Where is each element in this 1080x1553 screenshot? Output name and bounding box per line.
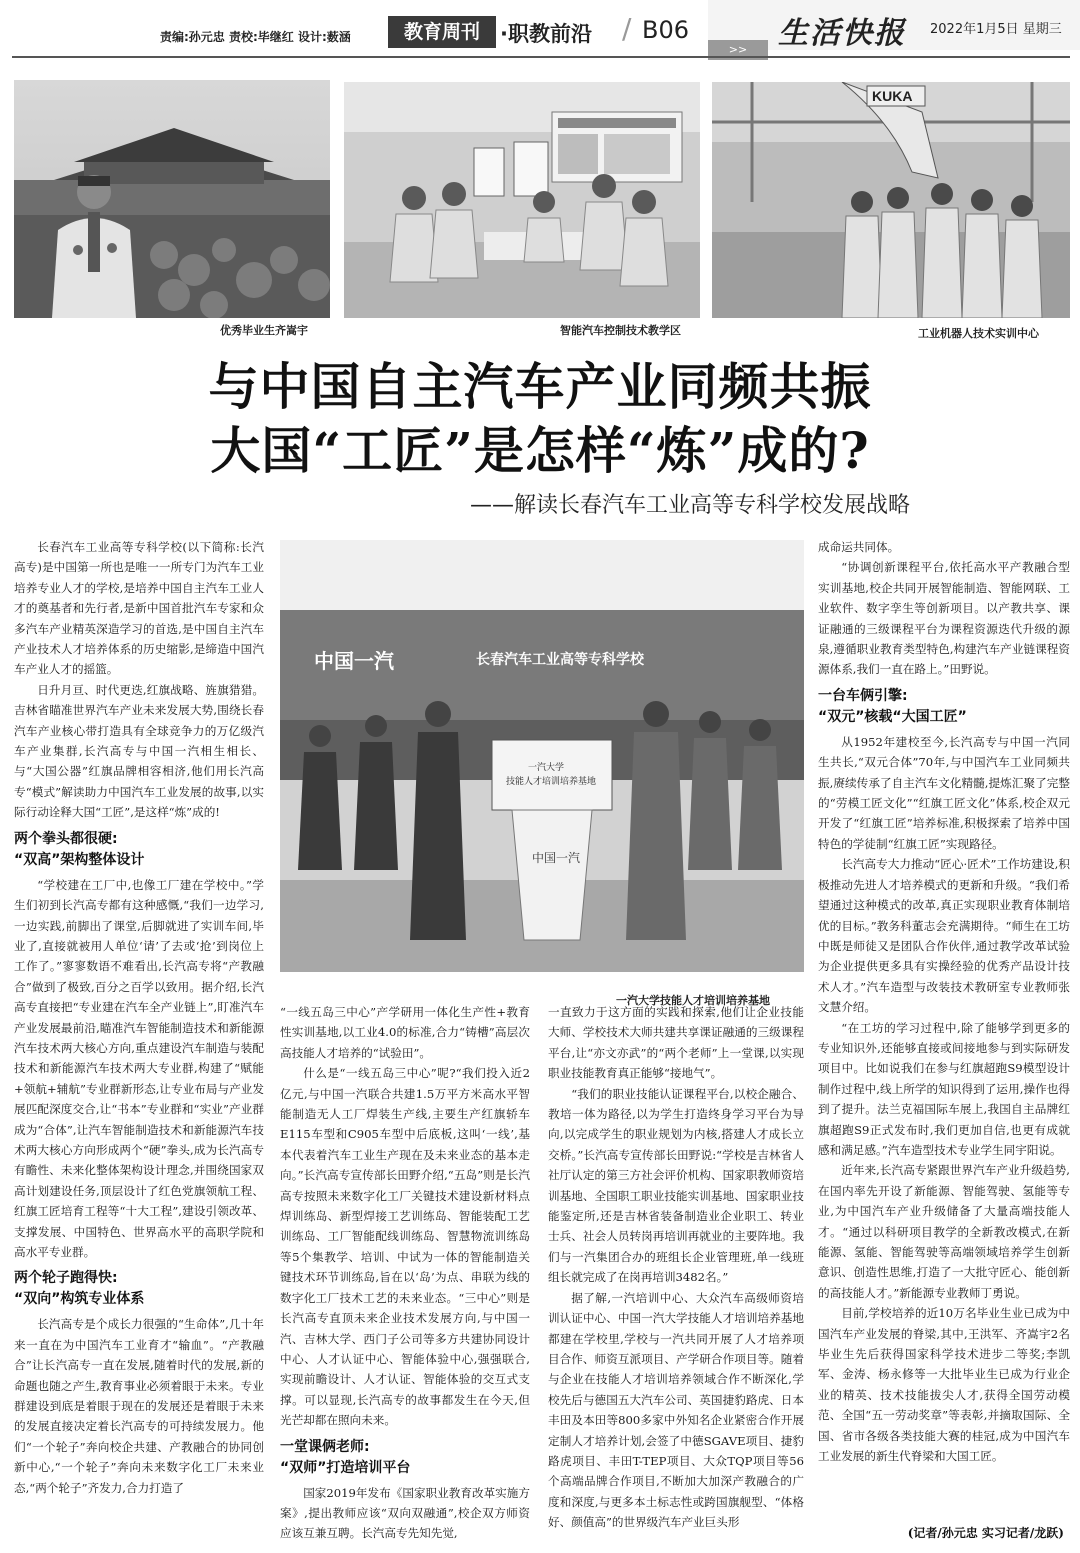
- plaque-line-2: 技能人才培训培养基地: [506, 776, 597, 786]
- paragraph: “我们的职业技能认证课程平台,以校企融合、教培一体为路径,以为学生打造终身学习平台为导向,以完成学生的职业规划为内核,搭建人才成长立交桥。”长汽高专宣传部长田野说:“学校是吉林省人社厅认定的第三方社会评价机构、国家职教师资培训基地、全国职工职业技能实训基地、国家职业技能鉴定所,还是吉林省装备制造业企业职工、转业士兵、社会人员转岗再培训再就业的主要阵地。我们与一汽集团合办的班组长企业管理班,单一线班组长就完成了在岗再培训3482名。”: [548, 1086, 804, 1285]
- photo-ceremony: [280, 540, 804, 972]
- article-column-1: [14, 537, 264, 1527]
- paragraph: “学校建在工厂中,也像工厂建在学校中。”学生们初到长汽高专都有这种感慨,“我们一边学习,一边实践,前脚出了课堂,后脚就进了实训车间,毕业了,直接就被用人单位‘请’了去或‘抢’到岗位上工作了。”寥寥数语不难看出,长汽高专将“产教融合”做到了极致,百分之百学以致用。据介绍,长汽高专直接把“专业建在汽车全产业链上”,盯准汽车产业发展最前沿,瞄准汽车智能制造技术和新能源汽车技术两大核心方向,重点建设汽车制造与装配技术和新能源汽车技术两大专业群,构建了“赋能+领航+辅航”专业群新形态,让专业布局与产业发展匹配深度交合,让“书本”专业群和“实业”产业群成为“合体”,让汽车智能制造技术和新能源汽车技术两大核心方向形成两个“硬”拳头,成为长汽高专有瞻性、未来化整体架构设计理念,并围绕国家双高计划建设任务,顶层设计了红色党旗领航工程、红旗工匠培育工程等“十大工程”,建设引领改革、支撑发展、中国特色、世界高水平的高职学院和高水平专业群。: [14, 877, 264, 1259]
- section-heading-double-direction: 两个轮子跑得快: “双向”构筑专业体系: [14, 1270, 145, 1308]
- paragraph: 成命运共同体。: [818, 540, 900, 554]
- paragraph: 近年来,长汽高专紧跟世界汽车产业升级趋势,在国内率先开设了新能源、智能驾驶、氢能等专业,为中国汽车产业升级储备了大量高端技能人才。“通过以科研项目教学的全新教改模式,在新能源、氢能、智能驾驶等高端领域培养学生创新意识、创造性思维,打造了一大批守匠心、能创新的高技能人才。”新能源专业教师丁勇说。: [818, 1163, 1070, 1300]
- photo-robot-lab: [712, 82, 1070, 318]
- podium-text: 中国一汽: [532, 851, 581, 865]
- banner-left-text: 中国一汽: [314, 651, 394, 673]
- section-title: ·职教前沿: [500, 22, 592, 46]
- newspaper-logo: 生活快报: [778, 16, 906, 51]
- article-column-4: [818, 537, 1070, 1522]
- paragraph: “在工坊的学习过程中,除了能够学到更多的专业知识外,还能够直接或间接地参与到实际研发项目中。比如说我们在参与红旗超跑S9模型设计制作过程中,线上所学的知识得到了运用,操作也得到了提升。法兰克福国际车展上,我国自主品牌红旗超跑S9正式发布时,我们更加自信,也更有成就感和满足感。”汽车造型技术专业学生同宇阳说。: [818, 1020, 1070, 1157]
- paragraph: 据了解,一汽培训中心、大众汽车高级师资培训认证中心、中国一汽大学技能人才培训培养基地都建在学校里,学校与一汽共同开展了人才培养项目合作、师资互派项目、产学研合作项目等。随着与企业在技能人才培训培养领域合作不断深化,学校先后与德国五大汽车公司、英国捷豹路虎、日本丰田及本田等800多家中外知名企业紧密合作开展定制人才培养计划,会签了中德SGAVE项目、捷豹路虎项目、丰田T-TEP项目、大众TQP项目等56个高端品牌合作项目,不断加大加深产教融合的广度和深度,与更多本土标志性或跨国旗舰型、“体格好、颜值高”的世界级汽车产业巨头形: [548, 1290, 804, 1530]
- plaque-line-1: 一汽大学: [528, 762, 565, 772]
- editor-credits: 责编:孙元忠 责校:毕继红 设计:薮涵: [160, 30, 351, 44]
- article-column-2: [280, 1002, 530, 1541]
- paragraph: 什么是“一线五岛三中心”呢?“我们投入近2亿元,与中国一汽联合共建1.5万平方米高水平智能制造无人工厂焊装生产线,主要生产红旗轿车E115车型和C905车型中后底板,这叫‘一线’,基本代表着汽车工业生产现在及未来业态的基本走向。”长汽高专宣传部长田野介绍,“五岛”则是长汽高专按照未来数字化工厂关键技术建设新材料点焊训练岛、新型焊接工艺训练岛、智能装配工艺训练岛、工厂智能配线训练岛、智慧物流训练岛等5个集教学、培训、中试为一体的智能制造关键技术环节训练岛,旨在以‘岛’为点、串联为线的数字化工厂技术工艺的未来业态。“三中心”则是长汽高专直顶未来企业技术发展方向,与中国一汽、吉林大学、西门子公司等多方共建协同设计中心、人才认证中心、智能体验中心,强强联合,实现前瞻设计、人才认证、智能体验的交互式支撑。可以显现,长汽高专的故事都发生在今天,但光芒却都在照向未来。: [280, 1066, 530, 1428]
- paragraph: 长春汽车工业高等专科学校(以下简称:长汽高专)是中国第一所也是唯一一所专门为汽车工业培养专业人才的学校,是培养中国自主汽车工业人才的奠基者和先行者,是新中国首批汽车专家和众多汽车产业精英深造学习的首选,是中国自主汽车产业技术人才培养体系的历史缩影,是缔造中国汽车产业人才的摇篮。: [14, 540, 264, 677]
- paragraph: 长汽高专是个成长力很强的“生命体”,几十年来一直在为中国汽车工业育才“输血”。“产教融合”让长汽高专一直在发展,随着时代的发展,新的命题也随之产生,教育事业必须着眼于未来。专业群建设到底是着眼于现在的发展还是着眼于未来的发展直接决定着长汽高专的可持续发展力。他们“一个轮子”奔向校企共建、产教融合的协同创新中心,“一个轮子”奔向未来数字化工厂未来业态,“两个轮子”齐发力,合力打造了: [14, 1317, 264, 1495]
- photo-caption: 智能汽车控制技术教学区: [560, 324, 681, 337]
- byline-credit: (记者/孙元忠 实习记者/龙跃): [907, 1526, 1064, 1540]
- kuka-label: KUKA: [872, 88, 913, 104]
- paragraph: 日升月亘、时代更迭,红旗战略、旌旗猎猎。吉林省瞄准世界汽车产业未来发展大势,围绕长春汽车产业核心带打造具有全球竞争力的万亿级汽车产业集群,长汽高专与中国一汽相生相长、与“大国公器”红旗品牌相容相济,他们用长汽高专“模式”解读助力中国汽车工业发展的故事,以实际行动诠释大国“工匠”,是这样“炼”成的!: [14, 682, 264, 820]
- divider-slash: /: [622, 12, 632, 45]
- chevron-right-icon: >>: [708, 40, 768, 60]
- paragraph: 国家2019年发布《国家职业教育改革实施方案》,提出教师应该“双向双融通”,校企双方师资应该互兼互聘。长汽高专先知先觉,: [280, 1485, 530, 1541]
- photo-graduate: [14, 80, 330, 318]
- page-header: [0, 0, 1080, 62]
- paragraph: “一线五岛三中心”产学研用一体化生产性+教育性实训基地,以工业4.0的标准,合力“铸槽”高层次高技能人才培养的“试验田”。: [280, 1005, 530, 1060]
- section-heading-double-teacher: 一堂课俩老师: “双师”打造培训平台: [280, 1438, 411, 1476]
- paragraph: 一直致力于这方面的实践和探索,他们让企业技能大师、学校技术大师共建共享课证融通的三级课程平台,让“亦文亦武”的“两个老师”上一堂课,以实现职业技能教育真正能够“接地气”。: [548, 1005, 804, 1081]
- header-rule: [12, 56, 1070, 58]
- headline-line-1: 与中国自主汽车产业同频共振: [208, 357, 872, 416]
- photo-caption: 工业机器人技术实训中心: [918, 327, 1039, 340]
- paragraph: “协调创新课程平台,依托高水平产教融合型实训基地,校企共同开展智能制造、智能网联、工业软件、数字孪生等创新项目。以产教共享、课证融通的三级课程平台为课程资源迭代升级的源泉,遵循职业教育类型特色,构建汽车产业链课程资源体系,我们一直在路上。”田野说。: [818, 560, 1070, 677]
- page-number: B06: [642, 16, 690, 44]
- paragraph: 目前,学校培养的近10万名毕业生业已成为中国汽车产业发展的脊梁,其中,王洪军、齐嵩宇2名毕业生先后获得国家科学技术进步二等奖;李凯军、金涛、杨永修等一大批毕业生已成为行业企业的精英、技术技能拔尖人才,获得全国劳动模范、全国“五一劳动奖章”等表彰,并摘取国际、全国、省市各级各类技能大赛的桂冠,成为中国汽车工业发展的新生代脊梁和大国工匠。: [818, 1306, 1070, 1464]
- issue-date: 2022年1月5日 星期三: [930, 22, 1062, 37]
- headline-subtitle: ——解读长春汽车工业高等专科学校发展战略: [469, 493, 910, 518]
- photo-classroom: [344, 82, 700, 318]
- paragraph: 从1952年建校至今,长汽高专与中国一汽同生共长,“双元合体”70年,与中国汽车工业同频共振,赓续传承了自主汽车文化精髓,提炼汇聚了完整的“劳模工匠文化”“红旗工匠文化”体系,校企双元开发了“红旗工匠”培养标准,积极探索了培养中国特色的学徒制“红旗工匠”实现路径。: [818, 734, 1070, 851]
- section-heading-double-element: 一台车俩引擎: “双元”核载“大国工匠”: [818, 687, 967, 725]
- section-badge: 教育周刊: [388, 16, 496, 48]
- photo-caption: 优秀毕业生齐嵩宇: [220, 324, 308, 337]
- headline-line-2: 大国“工匠”是怎样“炼”成的?: [210, 421, 870, 480]
- photo-caption: 一汽大学技能人才培训培养基地: [616, 994, 770, 1007]
- paragraph: 长汽高专大力推动“匠心·匠术”工作坊建设,积极推动先进人才培养模式的更新和升级。“我们希望通过这种模式的改革,真正实现职业教育体制培优的目标。”教务科董志会充满期待。“师生在工坊中既是师徒又是团队合作伙伴,通过教学改革试验为企业提供更多具有实操经验的优秀产品设计技术人才。”汽车造型与改装技术教研室专业教师张文慧介绍。: [818, 857, 1070, 1015]
- banner-right-text: 长春汽车工业高等专科学校: [476, 651, 644, 667]
- section-heading-double-high: 两个拳头都很硬: “双高”架构整体设计: [14, 830, 145, 868]
- article-column-3: [548, 1002, 804, 1530]
